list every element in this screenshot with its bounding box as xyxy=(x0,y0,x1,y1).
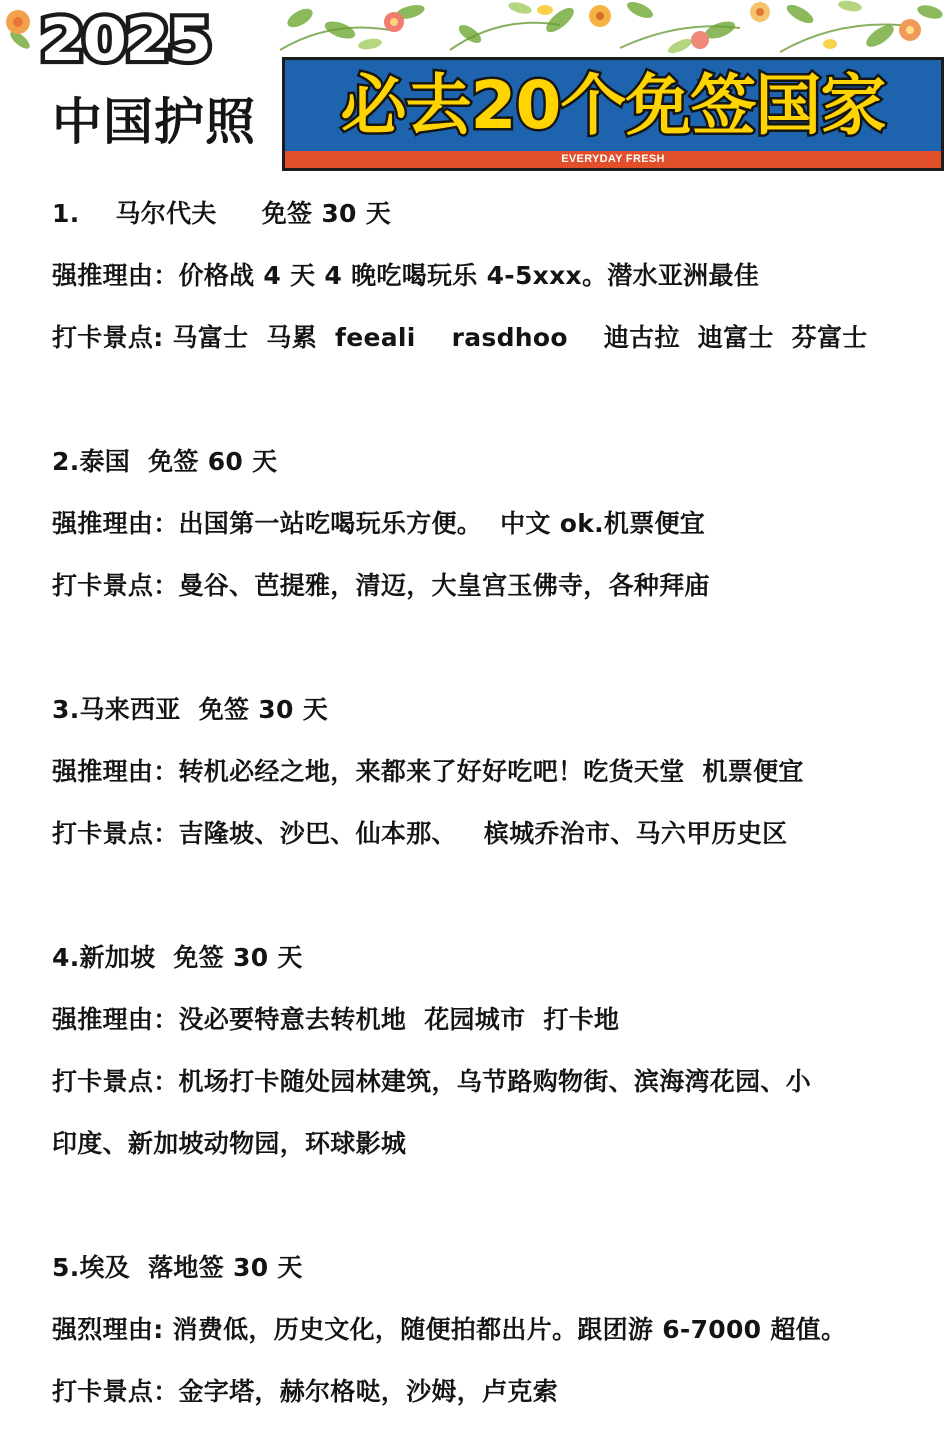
entry-spots: 打卡景点：机场打卡随处园林建筑，乌节路购物街、滨海湾花园、小 xyxy=(52,1067,812,1096)
entry-title: 3.马来西亚 免签 30 天 xyxy=(52,695,328,724)
entry-spots: 打卡景点: 马富士 马累 feeali rasdhoo 迪古拉 迪富士 芬富士 xyxy=(52,323,868,352)
list-item xyxy=(52,679,932,865)
country-list xyxy=(52,183,932,1423)
banner-title: 必去20个免签国家 xyxy=(340,67,886,144)
passport-subtitle: 中国护照 xyxy=(52,93,256,151)
list-item xyxy=(52,927,932,1175)
entry-reason: 强推理由：转机必经之地，来都来了好好吃吧！吃货天堂 机票便宜 xyxy=(52,757,804,786)
entry-reason: 强推理由：没必要特意去转机地 花园城市 打卡地 xyxy=(52,1005,620,1034)
entry-spots-continued: 印度、新加坡动物园，环球影城 xyxy=(52,1129,407,1158)
entry-title: 5.埃及 落地签 30 天 xyxy=(52,1253,303,1282)
entry-title: 2.泰国 免签 60 天 xyxy=(52,447,278,476)
list-item xyxy=(52,1237,932,1423)
list-item xyxy=(52,183,932,369)
entry-title: 1. 马尔代夫 免签 30 天 xyxy=(52,199,392,228)
banner-tagline: EVERYDAY FRESH xyxy=(285,151,941,168)
entry-title: 4.新加坡 免签 30 天 xyxy=(52,943,303,972)
entry-reason: 强推理由：出国第一站吃喝玩乐方便。 中文 ok.机票便宜 xyxy=(52,509,706,538)
entry-reason: 强推理由：价格战 4 天 4 晚吃喝玩乐 4-5xxx。潜水亚洲最佳 xyxy=(52,261,760,290)
entry-spots: 打卡景点：金字塔，赫尔格哒，沙姆，卢克索 xyxy=(52,1377,559,1406)
title-banner xyxy=(282,57,944,171)
year-title: 2025 xyxy=(40,6,211,75)
entry-spots: 打卡景点：吉隆坡、沙巴、仙本那、 槟城乔治市、马六甲历史区 xyxy=(52,819,788,848)
entry-spots: 打卡景点：曼谷、芭提雅，清迈，大皇宫玉佛寺，各种拜庙 xyxy=(52,571,710,600)
list-item xyxy=(52,431,932,617)
entry-reason: 强烈理由: 消费低，历史文化，随便拍都出片。跟团游 6-7000 超值。 xyxy=(52,1315,847,1344)
